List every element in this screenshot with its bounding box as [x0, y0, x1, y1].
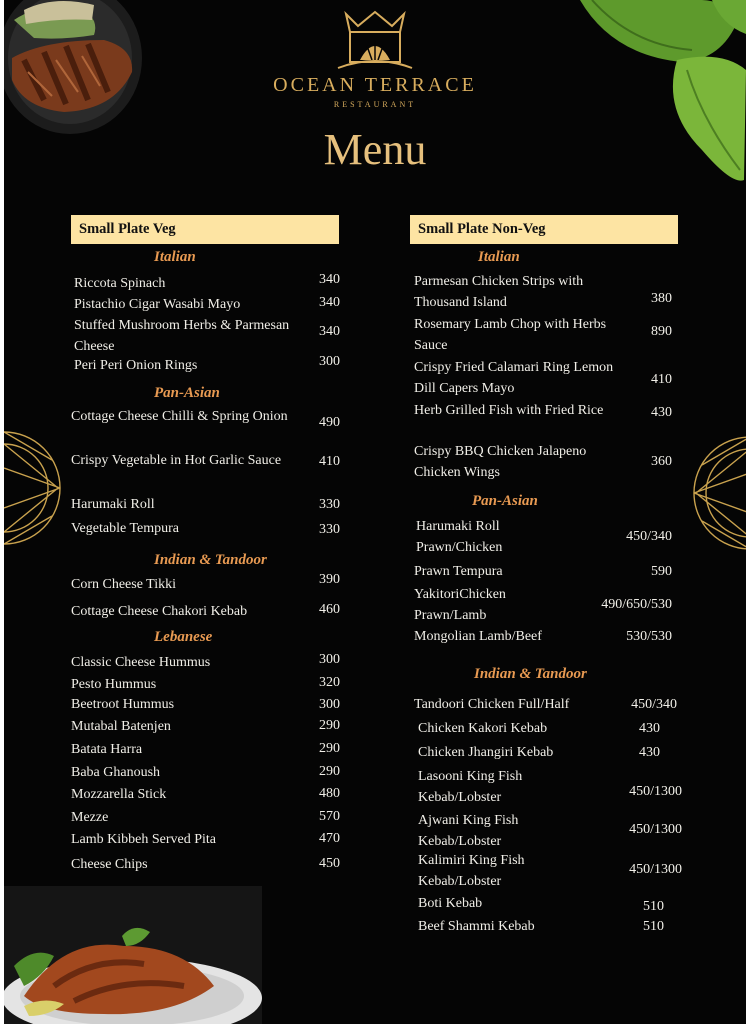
menu-item-name: Pistachio Cigar Wasabi Mayo	[74, 297, 241, 312]
menu-item-price: 590	[651, 564, 672, 579]
menu-item-price: 410	[651, 372, 672, 387]
menu-item-price: 290	[319, 741, 340, 756]
menu-item-name: Chicken Jhangiri Kebab	[418, 745, 554, 760]
tandoori-chicken-plate-image	[4, 886, 262, 1024]
menu-title: Menu	[323, 125, 427, 174]
menu-item-name: Pesto Hummus	[71, 677, 157, 692]
menu-item-name: Mongolian Lamb/Beef	[414, 629, 542, 644]
menu-item-name: Baba Ghanoush	[71, 765, 161, 780]
menu-item-name: Corn Cheese Tikki	[71, 577, 177, 592]
menu-item-name: Peri Peri Onion Rings	[74, 358, 198, 373]
menu-item-price: 450/1300	[629, 784, 682, 799]
menu-item-name: YakitoriChicken Prawn/Lamb	[414, 587, 506, 623]
menu-item-name: Classic Cheese Hummus	[71, 655, 211, 670]
menu-item-name: Tandoori Chicken Full/Half	[414, 697, 570, 712]
menu-item-name: Cottage Cheese Chilli & Spring Onion	[71, 409, 288, 424]
menu-item-price: 450/1300	[629, 822, 682, 837]
menu-item-name: Mozzarella Stick	[71, 787, 167, 802]
category-italian: Italian	[478, 249, 520, 265]
menu-item-price: 430	[639, 721, 660, 736]
menu-item-price: 340	[319, 272, 340, 287]
menu-item-name: Batata Harra	[71, 742, 143, 757]
menu-item-price: 300	[319, 697, 340, 712]
menu-item-name: Mezze	[71, 810, 109, 825]
menu-item-name: Beef Shammi Kebab	[418, 919, 535, 934]
menu-item-name: Stuffed Mushroom Herbs & Parmesan Cheese	[74, 318, 290, 354]
menu-item-price: 490	[319, 415, 340, 430]
category-indian-tandoor: Indian & Tandoor	[154, 552, 267, 568]
menu-item-price: 890	[651, 324, 672, 339]
crown-shell-logo-icon	[336, 10, 414, 74]
menu-item-price: 530/530	[626, 629, 672, 644]
menu-item-price: 510	[643, 919, 664, 934]
menu-item-price: 450/340	[626, 529, 672, 544]
menu-item-name: Harumaki Roll Prawn/Chicken	[416, 519, 503, 555]
gold-wheel-ornament-icon	[690, 388, 746, 598]
menu-item-name: Cottage Cheese Chakori Kebab	[71, 604, 248, 619]
menu-item-name: Parmesan Chicken Strips with Thousand Island	[414, 274, 584, 310]
menu-item-price: 490/650/530	[601, 597, 672, 612]
menu-item-price: 390	[319, 572, 340, 587]
menu-item-name: Chicken Kakori Kebab	[418, 721, 548, 736]
menu-item-price: 460	[319, 602, 340, 617]
category-indian-tandoor: Indian & Tandoor	[474, 666, 587, 682]
menu-item-name: Prawn Tempura	[414, 564, 503, 579]
menu-item-price: 410	[319, 454, 340, 469]
menu-item-price: 340	[319, 295, 340, 310]
menu-item-price: 300	[319, 652, 340, 667]
menu-item-name: Herb Grilled Fish with Fried Rice	[414, 403, 604, 418]
menu-item-price: 430	[651, 405, 672, 420]
menu-item-name: Beetroot Hummus	[71, 697, 175, 712]
menu-item-name: Ajwani King Fish Kebab/Lobster	[418, 813, 519, 849]
menu-item-price: 290	[319, 718, 340, 733]
menu-item-price: 570	[319, 809, 340, 824]
menu-item-price: 290	[319, 764, 340, 779]
menu-item-name: Riccota Spinach	[74, 276, 166, 291]
menu-page	[4, 0, 746, 1024]
menu-item-name: Crispy BBQ Chicken Jalapeno Chicken Wings	[414, 444, 587, 480]
menu-item-price: 360	[651, 454, 672, 469]
category-lebanese: Lebanese	[154, 629, 213, 645]
menu-item-price: 480	[319, 786, 340, 801]
menu-item-price: 450/340	[631, 697, 677, 712]
menu-item-price: 470	[319, 831, 340, 846]
menu-item-price: 430	[639, 745, 660, 760]
menu-item-price: 320	[319, 675, 340, 690]
menu-item-price: 300	[319, 354, 340, 369]
brand-subtitle: RESTAURANT	[333, 100, 417, 109]
category-pan-asian: Pan-Asian	[472, 493, 538, 509]
gold-wheel-ornament-icon	[4, 388, 64, 588]
menu-item-name: Mutabal Batenjen	[71, 719, 171, 734]
menu-item-name: Lasooni King Fish Kebab/Lobster	[418, 769, 523, 805]
grilled-meat-plate-image	[4, 0, 146, 138]
menu-item-price: 330	[319, 497, 340, 512]
menu-item-price: 450	[319, 856, 340, 871]
category-pan-asian: Pan-Asian	[154, 385, 220, 401]
menu-item-name: Crispy Vegetable in Hot Garlic Sauce	[71, 453, 282, 468]
menu-item-name: Vegetable Tempura	[71, 521, 179, 536]
menu-item-name: Harumaki Roll	[71, 497, 155, 512]
menu-item-name: Lamb Kibbeh Served Pita	[71, 832, 217, 847]
menu-item-price: 380	[651, 291, 672, 306]
category-italian: Italian	[154, 249, 196, 265]
section-heading-nonveg: Small Plate Non-Veg	[410, 215, 678, 244]
menu-item-price: 510	[643, 899, 664, 914]
menu-item-name: Boti Kebab	[418, 896, 483, 911]
menu-item-price: 340	[319, 324, 340, 339]
menu-item-name: Cheese Chips	[71, 857, 148, 872]
brand-name: OCEAN TERRACE	[273, 74, 477, 96]
menu-item-name: Crispy Fried Calamari Ring Lemon Dill Capers Mayo	[414, 360, 614, 396]
menu-item-name: Rosemary Lamb Chop with Herbs Sauce	[414, 317, 607, 353]
menu-item-price: 330	[319, 522, 340, 537]
menu-item-price: 450/1300	[629, 862, 682, 877]
section-heading-veg: Small Plate Veg	[71, 215, 339, 244]
menu-item-name: Kalimiri King Fish Kebab/Lobster	[418, 853, 525, 889]
